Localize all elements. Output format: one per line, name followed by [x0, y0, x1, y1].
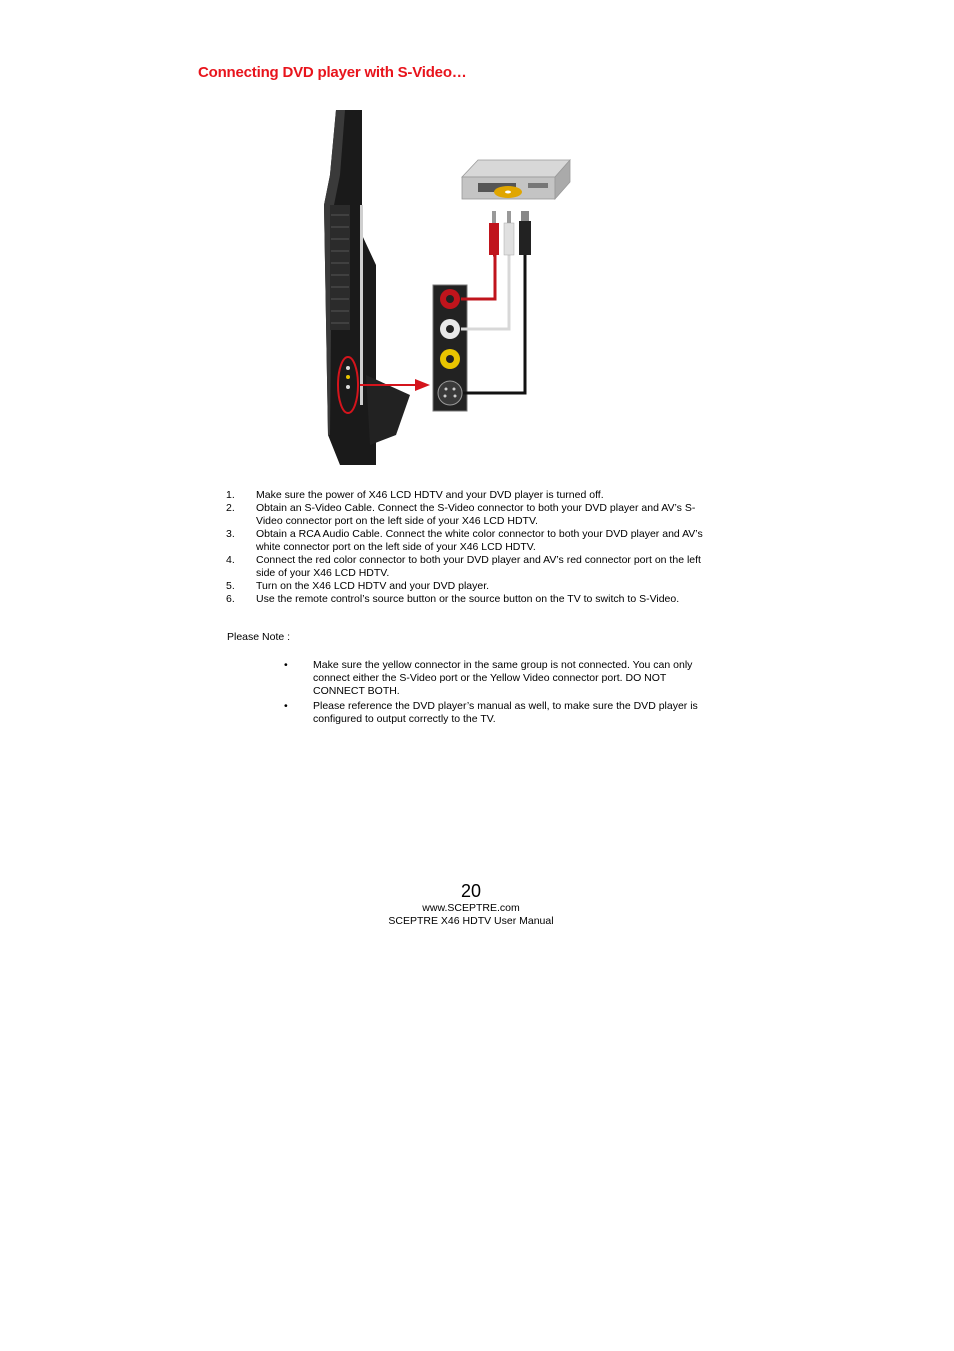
step-number: 1.	[226, 489, 235, 501]
connection-diagram	[300, 105, 600, 470]
bullet-icon: •	[284, 700, 288, 712]
step-number: 3.	[226, 528, 235, 540]
tv-side-view-image	[324, 110, 410, 465]
dvd-player-image	[462, 160, 570, 199]
step-text: Connect the red color connector to both your DVD player and AV’s red connector port on the left side of your X46 LCD HDTV.	[256, 554, 701, 579]
footer-manual-title: SCEPTRE X46 HDTV User Manual	[388, 915, 554, 927]
page-title: Connecting DVD player with S-Video…	[198, 64, 467, 81]
step-text: Turn on the X46 LCD HDTV and your DVD player.	[256, 580, 490, 592]
list-item	[284, 700, 704, 726]
list-item	[226, 580, 706, 593]
list-item	[226, 528, 706, 554]
step-text: Obtain a RCA Audio Cable. Connect the white color connector to both your DVD player and AV’s white connector port on the left side of your X46 LCD HDTV.	[256, 528, 703, 553]
step-number: 4.	[226, 554, 235, 566]
list-item	[226, 554, 706, 580]
step-number: 2.	[226, 502, 235, 514]
footer-website: www.SCEPTRE.com	[422, 902, 520, 914]
av-panel-image	[433, 285, 467, 411]
step-number: 6.	[226, 593, 235, 605]
note-label: Please Note :	[227, 631, 291, 643]
bullet-icon: •	[284, 659, 288, 671]
list-item	[226, 502, 706, 528]
list-item	[284, 659, 704, 698]
notes-list	[284, 659, 704, 728]
step-text: Use the remote control’s source button or the source button on the TV to switch to S-Video.	[256, 593, 680, 605]
instruction-steps	[226, 489, 706, 606]
step-text: Make sure the power of X46 LCD HDTV and your DVD player is turned off.	[256, 489, 604, 501]
list-item	[226, 489, 706, 502]
note-text: Make sure the yellow connector in the same group is not connected. You can only connect either the S-Video port or the Yellow Video connector port. DO NOT CONNECT BOTH.	[313, 659, 693, 697]
list-item	[226, 593, 706, 606]
page-number: 20	[460, 881, 482, 901]
note-text: Please reference the DVD player’s manual as well, to make sure the DVD player is configured to output correctly to the TV.	[313, 700, 698, 725]
step-number: 5.	[226, 580, 235, 592]
step-text: Obtain an S-Video Cable. Connect the S-Video connector to both your DVD player and AV’s S-Video connector port on the left side of your X46 LCD HDTV.	[256, 502, 696, 527]
page-footer	[0, 880, 954, 928]
